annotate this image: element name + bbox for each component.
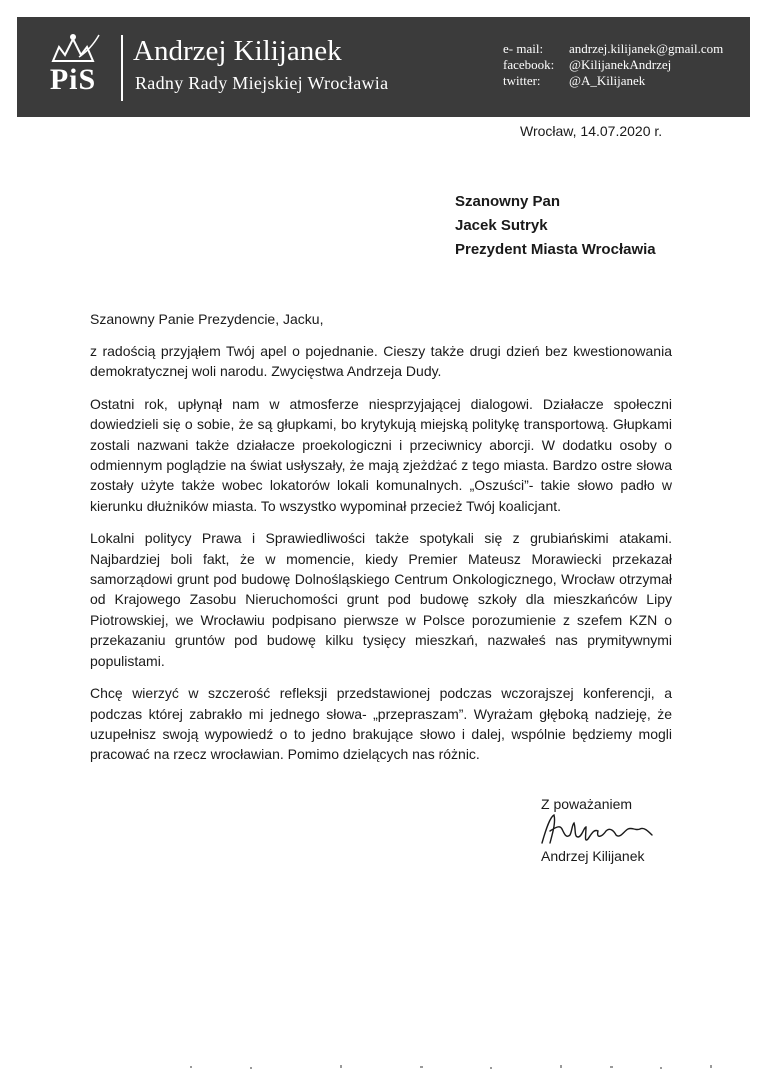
addressee-block (455, 190, 656, 262)
pis-logo (39, 27, 107, 107)
facebook-value[interactable]: @KilijanekAndrzej (569, 57, 672, 72)
letterhead (17, 17, 750, 117)
crown-eagle-icon (39, 27, 107, 67)
contact-email (503, 41, 723, 57)
header-divider (121, 35, 123, 101)
paragraph: Ostatni rok, upłynął nam w atmosferze niesprzyjającej dialogowi. Działacze społeczni dowiedzieli się o sobie, że są głupkami, bo krytykują miejską politykę transportową. Głupkami zostali nazwani także działacze proekologiczni i przeciwnicy aborcji. W dodatku osoby o odmiennym poglądzie na świat usłyszały, że mają zjeżdżać z tego miasta. Bardzo ostre słowa zostały użyte także wobec lokatorów lokali komunalnych. „Oszuści”- takie słowo padło w kierunku dłużników miasta. To wszystko wypominał przecież Twój koalicjant. (90, 395, 672, 514)
logo-text: PiS (49, 63, 97, 96)
contact-facebook (503, 57, 723, 73)
twitter-value[interactable]: @A_Kilijanek (569, 73, 646, 88)
email-value[interactable]: andrzej.kilijanek@gmail.com (569, 41, 724, 56)
contact-twitter (503, 73, 723, 89)
contact-label: e- mail: (503, 41, 544, 56)
addressee-line: Jacek Sutryk (455, 217, 548, 234)
addressee-line: Szanowny Pan (455, 193, 561, 210)
contact-label: twitter: (503, 73, 541, 88)
handwritten-signature-icon (536, 809, 656, 851)
scan-artifact-marks (190, 1062, 720, 1072)
sender-name: Andrzej Kilijanek (133, 35, 342, 67)
date-line: Wrocław, 14.07.2020 r. (520, 123, 663, 139)
contact-block (503, 41, 723, 89)
paragraph: z radością przyjąłem Twój apel o pojednanie. Cieszy także drugi dzień bez kwestionowania demokratycznej woli narodu. Zwycięstwa Andrzeja Dudy. (90, 343, 672, 380)
greeting: Szanowny Panie Prezydencie, Jacku, (90, 311, 324, 327)
contact-label: facebook: (503, 57, 555, 72)
paragraph: Lokalni politycy Prawa i Sprawiedliwości także spotykali się z grubiańskimi atakami. Najbardziej boli fakt, że w momencie, kiedy Premier Mateusz Morawiecki przekazał samorządowi grunt pod budowę Dolnośląskiego Centrum Onkologicznego, Wrocław otrzymał od Krajowego Zasobu Nieruchomości grunt pod budowę szkoły dla mieszkańców Lipy Piotrowskiej, we Wrocławiu podpisano pierwsze w Polsce porozumienie z szefem KZN o przekazaniu gruntów pod budowę kilku tysięcy mieszkań, nazwałeś nas prymitywnymi populistami. (90, 530, 672, 669)
signer-name: Andrzej Kilijanek (541, 848, 645, 864)
addressee-line: Prezydent Miasta Wrocławia (455, 241, 656, 258)
sender-role: Radny Rady Miejskiej Wrocławia (135, 73, 389, 93)
letter-body (90, 341, 672, 777)
closing: Z poważaniem (541, 796, 633, 812)
paragraph: Chcę wierzyć w szczerość refleksji przedstawionej podczas wczorajszej konferencji, a podczas której zabrakło mi jednego słowa- „przepraszam”. Wyrażam głęboką nadzieję, że uzupełnisz swoją wypowiedź o to jedno brakujące słowo i dalej, wspólnie będziemy mogli pracować na rzecz wrocławian. Pomimo dzielących nas różnic. (90, 685, 672, 763)
